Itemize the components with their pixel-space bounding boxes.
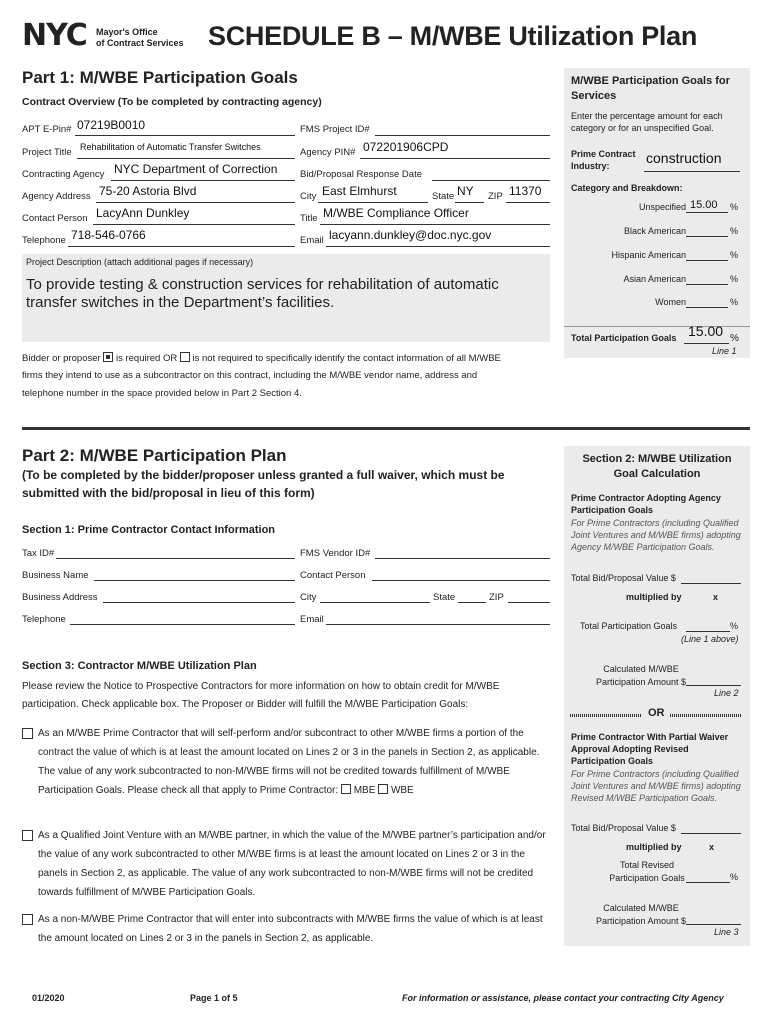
wbe-label: WBE [390, 785, 414, 796]
contracting-agency-label: Contracting Agency [22, 169, 105, 180]
title-field[interactable]: M/WBE Compliance Officer [323, 206, 469, 220]
agency-pin-label: Agency PIN# [300, 147, 356, 158]
footer-date: 01/2020 [32, 993, 65, 1003]
part1-heading: Part 1: M/WBE Participation Goals [22, 68, 298, 87]
prime-industry-label: Prime Contract Industry: [571, 149, 636, 171]
section-divider [22, 427, 750, 430]
option1-text: As an M/WBE Prime Contractor that will self-perform and/or subcontract to other M/WBE firms a portion of the contract the value of which is at least the amount located on Lines 2 or 3 in the panels in Section 2, as applicable. The value of any work subcontracted to non-M/WBE firms will not be credited towards fulfillment of M/WBE Participation Goals. Please check all that apply to Prime Contractor: MBE WBE [38, 728, 540, 796]
goal-row-label: Black American [623, 226, 686, 236]
multiplied-by-1: multiplied by [626, 592, 682, 602]
participation-goals-panel [564, 68, 750, 358]
goal-row-line [686, 284, 728, 285]
total-bid-label-2: Total Bid/Proposal Value $ [571, 823, 676, 833]
line3-note: Line 3 [714, 927, 739, 937]
office-name-line1: Mayor's Office [96, 27, 158, 37]
or-dash-left [570, 714, 642, 717]
total-bid-field-2[interactable] [681, 833, 741, 834]
agency-pin-field[interactable]: 072201906CPD [363, 140, 449, 154]
contact-person-line [93, 224, 295, 225]
goal-row-pct: % [730, 250, 739, 260]
line1-above: (Line 1 above) [681, 634, 739, 644]
state-field[interactable]: NY [457, 184, 474, 198]
goal-row-pct: % [730, 274, 739, 284]
project-title-line [77, 158, 295, 159]
contact-person-field[interactable]: LacyAnn Dunkley [96, 206, 190, 220]
city-label: City [300, 191, 317, 202]
s1-contact-person-field[interactable] [372, 580, 550, 581]
city-line [318, 202, 428, 203]
line2-note: Line 2 [714, 688, 739, 698]
total-bid-label-1: Total Bid/Proposal Value $ [571, 573, 676, 583]
s1-telephone-label: Telephone [22, 614, 66, 625]
x-1: x [713, 592, 719, 602]
calc-amount-field-2[interactable] [686, 924, 741, 925]
project-description-box[interactable] [22, 254, 550, 342]
adopting-heading: Prime Contractor Adopting Agency Participation Goals [571, 493, 721, 515]
goal-row-label: Women [655, 297, 686, 307]
section1-heading: Section 1: Prime Contractor Contact Information [22, 524, 276, 536]
business-address-field[interactable] [103, 602, 295, 603]
fms-vendor-field[interactable] [375, 558, 550, 559]
s1-state-label: State [433, 592, 456, 603]
total-part-goals-1: Total Participation Goals [580, 621, 678, 631]
total-bid-field-1[interactable] [681, 583, 741, 584]
state-label: State [432, 191, 455, 202]
apt-epin-field[interactable]: 07219B0010 [77, 118, 146, 132]
email-line [326, 246, 550, 247]
goal-row-line [686, 212, 728, 213]
tax-id-label: Tax ID# [22, 548, 55, 559]
goal-row-line [686, 307, 728, 308]
page-title: SCHEDULE B – M/WBE Utilization Plan [208, 21, 698, 51]
zip-label: ZIP [488, 191, 503, 202]
prime-industry-line [644, 171, 740, 172]
bidder-requirement-line3: telephone number in the space provided below in Part 2 Section 4. [22, 388, 302, 399]
s1-telephone-field[interactable] [70, 624, 295, 625]
business-name-label: Business Name [22, 570, 89, 581]
telephone-field[interactable]: 718-546-0766 [71, 228, 146, 242]
partial-desc: For Prime Contractors (including Qualified Joint Ventures and M/WBE firms) adopting Revised M/WBE Participation Goals. [571, 769, 741, 803]
option1-checkbox[interactable] [22, 728, 33, 739]
goal-row-line [686, 260, 728, 261]
goal-row-line [686, 236, 728, 237]
s1-city-field[interactable] [320, 602, 430, 603]
x-2: x [709, 842, 715, 852]
telephone-label: Telephone [22, 235, 66, 246]
s1-email-field[interactable] [326, 624, 550, 625]
required-checkbox[interactable] [103, 352, 113, 362]
calc-amount-field-1[interactable] [686, 685, 741, 686]
or-dash-right [670, 714, 742, 717]
apt-epin-label: APT E-Pin# [22, 124, 72, 135]
fms-project-label: FMS Project ID# [300, 124, 370, 135]
option3-text: As a non-M/WBE Prime Contractor that will enter into subcontracts with M/WBE firms the value of which is at least the amount located on Lines 2 or 3 in the panels in Section 2, as applicable. [38, 914, 543, 944]
line1-note: Line 1 [712, 346, 737, 356]
state-line [455, 202, 484, 203]
s1-state-field[interactable] [458, 602, 486, 603]
nyc-logo: NYC [22, 18, 87, 53]
goal-row-pct: % [730, 226, 739, 236]
agency-pin-line [360, 158, 550, 159]
fms-project-field[interactable] [375, 135, 550, 136]
total-goals-label: Total Participation Goals [571, 333, 677, 343]
project-title-field[interactable]: Rehabilitation of Automatic Transfer Switches [80, 142, 261, 152]
business-name-field[interactable] [94, 580, 295, 581]
s1-zip-label: ZIP [489, 592, 504, 603]
fms-vendor-label: FMS Vendor ID# [300, 548, 371, 559]
total-goals-pct: % [730, 333, 739, 344]
partial-heading: Prime Contractor With Partial Waiver Approval Adopting Revised Participation Goals [571, 732, 729, 766]
footer-page: Page 1 of 5 [190, 993, 238, 1003]
bid-date-field[interactable] [432, 180, 550, 181]
mbe-label: MBE [353, 785, 376, 796]
calc-amount-2: Calculated M/WBE Participation Amount $ [595, 903, 687, 926]
bid-date-label: Bid/Proposal Response Date [300, 169, 422, 180]
apt-epin-line [75, 135, 295, 136]
category-heading: Category and Breakdown: [571, 183, 683, 193]
goals-panel-heading: M/WBE Participation Goals for Services [571, 75, 730, 102]
footer-assistance: For information or assistance, please contact your contracting City Agency [402, 993, 724, 1003]
part2-heading: Part 2: M/WBE Participation Plan [22, 446, 287, 465]
project-title-label: Project Title [22, 147, 72, 158]
not-required-checkbox[interactable] [180, 352, 190, 362]
s1-contact-person-label: Contact Person [300, 570, 366, 581]
agency-address-label: Agency Address [22, 191, 91, 202]
office-name-line2: of Contract Services [96, 38, 184, 48]
total-part-goals-field-1[interactable] [686, 631, 730, 632]
s1-city-label: City [300, 592, 317, 603]
calc-heading: Section 2: M/WBE Utilization Goal Calculation [582, 453, 732, 480]
wbe-checkbox[interactable] [378, 784, 388, 794]
bidder-requirement-line2: firms they intend to use as a subcontractor on this contract, including the M/WBE vendor name, address and [22, 370, 478, 381]
title-line [320, 224, 550, 225]
total-revised-field[interactable] [686, 882, 730, 883]
section3-heading: Section 3: Contractor M/WBE Utilization Plan [22, 660, 257, 672]
title-label: Title [300, 213, 318, 224]
goal-row-pct: % [730, 297, 739, 307]
project-description-label: Project Description (attach additional pages if necessary) [26, 257, 254, 267]
adopting-desc: For Prime Contractors (including Qualified Joint Ventures and M/WBE firms) adopting Agency M/WBE Participation Goals. [571, 518, 741, 552]
email-field[interactable]: lacyann.dunkley@doc.nyc.gov [329, 228, 492, 242]
section3-intro: Please review the Notice to Prospective Contractors for more information on how to obtain credit for M/WBE participation. Check applicable box. The Proposer or Bidder will fulfill the M/WBE Participation Goals: [22, 681, 500, 710]
goal-row-field[interactable]: 15.00 [690, 199, 718, 211]
goal-row-pct: % [730, 202, 739, 212]
or-label: OR [648, 707, 665, 719]
business-address-label: Business Address [22, 592, 98, 603]
pct-1: % [730, 621, 739, 631]
project-description-field[interactable]: To provide testing & construction services for rehabilitation of automatic transfer switches in the Department’s facilities. [26, 276, 499, 311]
bidder-requirement-line1: Bidder or proposer is required OR is not required to specifically identify the contact information of all M/WBE [22, 353, 501, 364]
calc-amount-1: Calculated M/WBE Participation Amount $ [595, 664, 687, 687]
prime-industry-field[interactable]: construction [646, 150, 722, 166]
tax-id-field[interactable] [56, 558, 295, 559]
contracting-agency-field[interactable]: NYC Department of Correction [114, 162, 278, 176]
zip-line [506, 202, 550, 203]
agency-address-field[interactable]: 75-20 Astoria Blvd [99, 184, 197, 198]
goal-row-label: Asian American [623, 274, 686, 284]
email-label: Email [300, 235, 324, 246]
part2-subheading: (To be completed by the bidder/proposer unless granted a full waiver, which must be submitted with the bid/proposal in lieu of this form) [22, 468, 505, 500]
option2-text: As a Qualified Joint Venture with an M/WBE partner, in which the value of the M/WBE partner’s participation and/or the value of any work subcontracted to other M/WBE firms is at least the amount located on Lines 2 or 3 in the panels in Section 2, as applicable. The value of any work subcontracted to non-M/WBE firms will not be credited towards fulfillment of M/WBE Participation Goals. [38, 830, 546, 898]
contract-overview-heading: Contract Overview (To be completed by contracting agency) [22, 96, 322, 108]
s1-email-label: Email [300, 614, 324, 625]
total-goals-line [684, 343, 729, 344]
total-goals-field[interactable]: 15.00 [688, 323, 724, 339]
agency-address-line [96, 202, 295, 203]
multiplied-by-2: multiplied by [626, 842, 682, 852]
contact-person-label: Contact Person [22, 213, 88, 224]
goal-calculation-panel [564, 446, 750, 946]
city-field[interactable]: East Elmhurst [322, 184, 397, 198]
zip-field[interactable]: 11370 [509, 184, 542, 198]
mbe-checkbox[interactable] [341, 784, 351, 794]
goals-intro: Enter the percentage amount for each category or for an unspecified Goal. [571, 111, 723, 133]
s1-zip-field[interactable] [508, 602, 550, 603]
pct-2: % [730, 872, 739, 882]
contracting-agency-line [111, 180, 295, 181]
telephone-line [68, 246, 295, 247]
goal-row-label: Hispanic American [611, 250, 686, 260]
option3-checkbox[interactable] [22, 914, 33, 925]
goal-row-label: Unspecified [638, 202, 686, 212]
total-revised-label: Total Revised Participation Goals [609, 860, 685, 883]
option2-checkbox[interactable] [22, 830, 33, 841]
